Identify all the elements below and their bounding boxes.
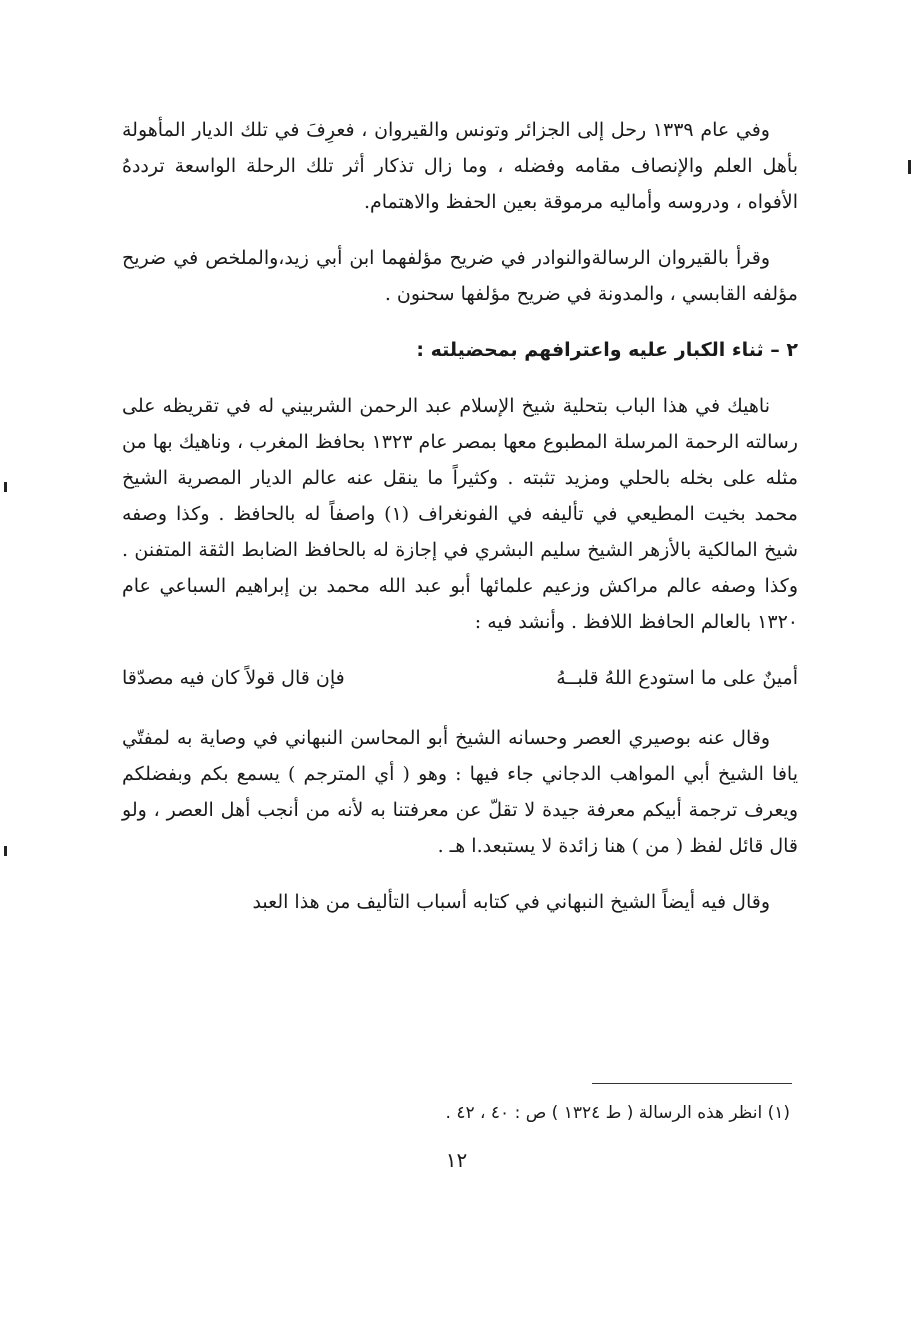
verse-first-hemistich: أمينٌ على ما استودع اللهُ قلبــهُ [556, 667, 798, 689]
paragraph-nabhani-book: وقال فيه أيضاً الشيخ النبهاني في كتابه أسباب التأليف من هذا العبد [252, 891, 770, 913]
scan-edge-mark [4, 482, 7, 492]
scan-edge-mark [4, 846, 7, 856]
footnote-divider [592, 1083, 792, 1084]
footnote: (١) انظر هذه الرسالة ( ط ١٣٢٤ ) ص : ٤٠ ، ٤٢ . [445, 1103, 790, 1123]
page-body [122, 112, 798, 940]
paragraph-nabhani: وقال عنه بوصيري العصر وحسانه الشيخ أبو المحاسن النبهاني في وصاية به لمفتّي يافا الشيخ أبي المواهب الدجاني جاء فيها : وهو ( أي المترجم ) يسمع بكم وبفضلكم ويعرف ترجمة أبيكم معرفة جيدة لا تقلّ عن معرفتنا به لأنه من أنجب أهل العصر ، ولو قال قائل لفظ ( من ) هنا زائدة لا يستبعد.ا هـ . [122, 727, 798, 857]
section-heading: ٢ – ثناء الكبار عليه واعترافهم بمحضيلته : [416, 339, 798, 361]
paragraph-journey: وفي عام ١٣٣٩ رحل إلى الجزائر وتونس والقيروان ، فعرِفَ في تلك الديار المأهولة بأهل العلم والإنصاف مقامه وفضله ، وما زال تذكار أثر تلك الرحلة الواسعة ترددهُ الأفواه ، ودروسه وأماليه مرموقة بعين الحفظ والاهتمام. [122, 119, 798, 213]
poem-verse [122, 660, 798, 696]
scan-edge-mark [908, 160, 911, 174]
page-number: ١٢ [445, 1148, 468, 1172]
paragraph-praise: ناهيك في هذا الباب بتحلية شيخ الإسلام عبد الرحمن الشربيني له في تقريظه على رسالته الرحمة المرسلة المطبوع معها بمصر عام ١٣٢٣ بحافظ المغرب ، وناهيك بها من مثله على بخله بالحلي ومزيد تثبته . وكثيراً ما ينقل عنه عالم الديار المصرية الشيخ محمد بخيت المطيعي في تأليفه في الفونغراف (١) واصفاً له بالحافظ . وكذا وصفه شيخ المالكية بالأزهر الشيخ سليم البشري في إجازة له بالحافظ الضابط الثقة المتفنن . وكذا وصفه عالم مراكش وزعيم علمائها أبو عبد الله محمد بن إبراهيم السباعي عام ١٣٢٠ بالعالم الحافظ اللافظ . وأنشد فيه : [122, 395, 798, 633]
paragraph-kairouan: وقرأ بالقيروان الرسالةوالنوادر في ضريح مؤلفهما ابن أبي زيد،والملخص في ضريح مؤلفه القابسي ، والمدونة في ضريح مؤلفها سحنون . [122, 247, 798, 305]
verse-second-hemistich: فإن قال قولاً كان فيه مصدّقا [122, 667, 345, 689]
